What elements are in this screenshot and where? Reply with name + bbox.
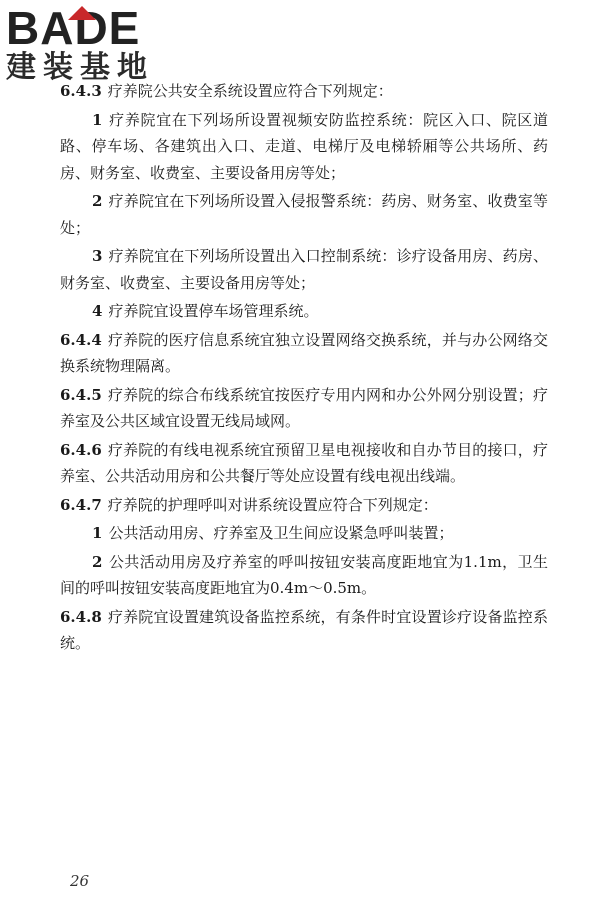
section-number: 6.4.5 bbox=[60, 385, 102, 404]
section-number: 6.4.7 bbox=[60, 495, 102, 514]
item-text: 疗养院宜在下列场所设置视频安防监控系统：院区入口、院区道路、停车场、各建筑出入口、走道、电梯厅及电梯轿厢等公共场所、药房、财务室、收费室、主要设备用房等处； bbox=[60, 110, 548, 182]
section-number: 6.4.6 bbox=[60, 440, 102, 459]
section-6-4-8 bbox=[60, 604, 548, 657]
section-6-4-3 bbox=[60, 78, 548, 105]
item-number: 4 bbox=[92, 302, 103, 320]
list-item bbox=[60, 520, 548, 547]
section-text: 疗养院的综合布线系统宜按医疗专用内网和办公外网分别设置；疗养室及公共区域宜设置无线局域网。 bbox=[60, 385, 548, 430]
section-6-4-7 bbox=[60, 492, 548, 519]
logo-brand: BADE bbox=[6, 2, 141, 54]
section-number: 6.4.3 bbox=[60, 82, 102, 100]
logo-triangle-icon bbox=[68, 6, 96, 20]
list-item bbox=[60, 188, 548, 241]
item-number: 1 bbox=[92, 110, 103, 129]
list-item bbox=[60, 298, 548, 325]
item-text: 疗养院宜在下列场所设置出入口控制系统：诊疗设备用房、药房、财务室、收费室、主要设备用房等处； bbox=[60, 247, 548, 292]
section-6-4-6 bbox=[60, 437, 548, 490]
list-item bbox=[60, 243, 548, 296]
section-text: 疗养院的护理呼叫对讲系统设置应符合下列规定： bbox=[107, 495, 438, 514]
item-number: 2 bbox=[92, 192, 103, 210]
section-6-4-4 bbox=[60, 327, 548, 380]
logo-subtitle: 建装基地 bbox=[6, 50, 154, 85]
item-text: 疗养院宜在下列场所设置入侵报警系统：药房、财务室、收费室等处； bbox=[60, 192, 548, 237]
section-number: 6.4.8 bbox=[60, 607, 102, 626]
section-text: 疗养院公共安全系统设置应符合下列规定： bbox=[107, 82, 393, 100]
item-number: 1 bbox=[92, 524, 103, 542]
section-text: 疗养院的有线电视系统宜预留卫星电视接收和自办节目的接口，疗养室、公共活动用房和公共餐厅等处应设置有线电视出线端。 bbox=[60, 440, 548, 485]
section-text: 疗养院的医疗信息系统宜独立设置网络交换系统，并与办公网络交换系统物理隔离。 bbox=[60, 330, 548, 375]
item-number: 2 bbox=[92, 552, 103, 571]
item-text: 疗养院宜设置停车场管理系统。 bbox=[108, 302, 319, 320]
item-text: 公共活动用房、疗养室及卫生间应设紧急呼叫装置； bbox=[108, 524, 454, 542]
list-item bbox=[60, 549, 548, 602]
page-number: 26 bbox=[70, 872, 90, 890]
section-6-4-5 bbox=[60, 382, 548, 435]
document-body bbox=[60, 78, 548, 659]
section-number: 6.4.4 bbox=[60, 330, 102, 349]
item-text: 公共活动用房及疗养室的呼叫按钮安装高度距地宜为1.1m，卫生间的呼叫按钮安装高度距地宜为0.4m～0.5m。 bbox=[60, 552, 548, 597]
item-number: 3 bbox=[92, 247, 103, 265]
section-text: 疗养院宜设置建筑设备监控系统，有条件时宜设置诊疗设备监控系统。 bbox=[60, 607, 548, 652]
list-item bbox=[60, 107, 548, 187]
